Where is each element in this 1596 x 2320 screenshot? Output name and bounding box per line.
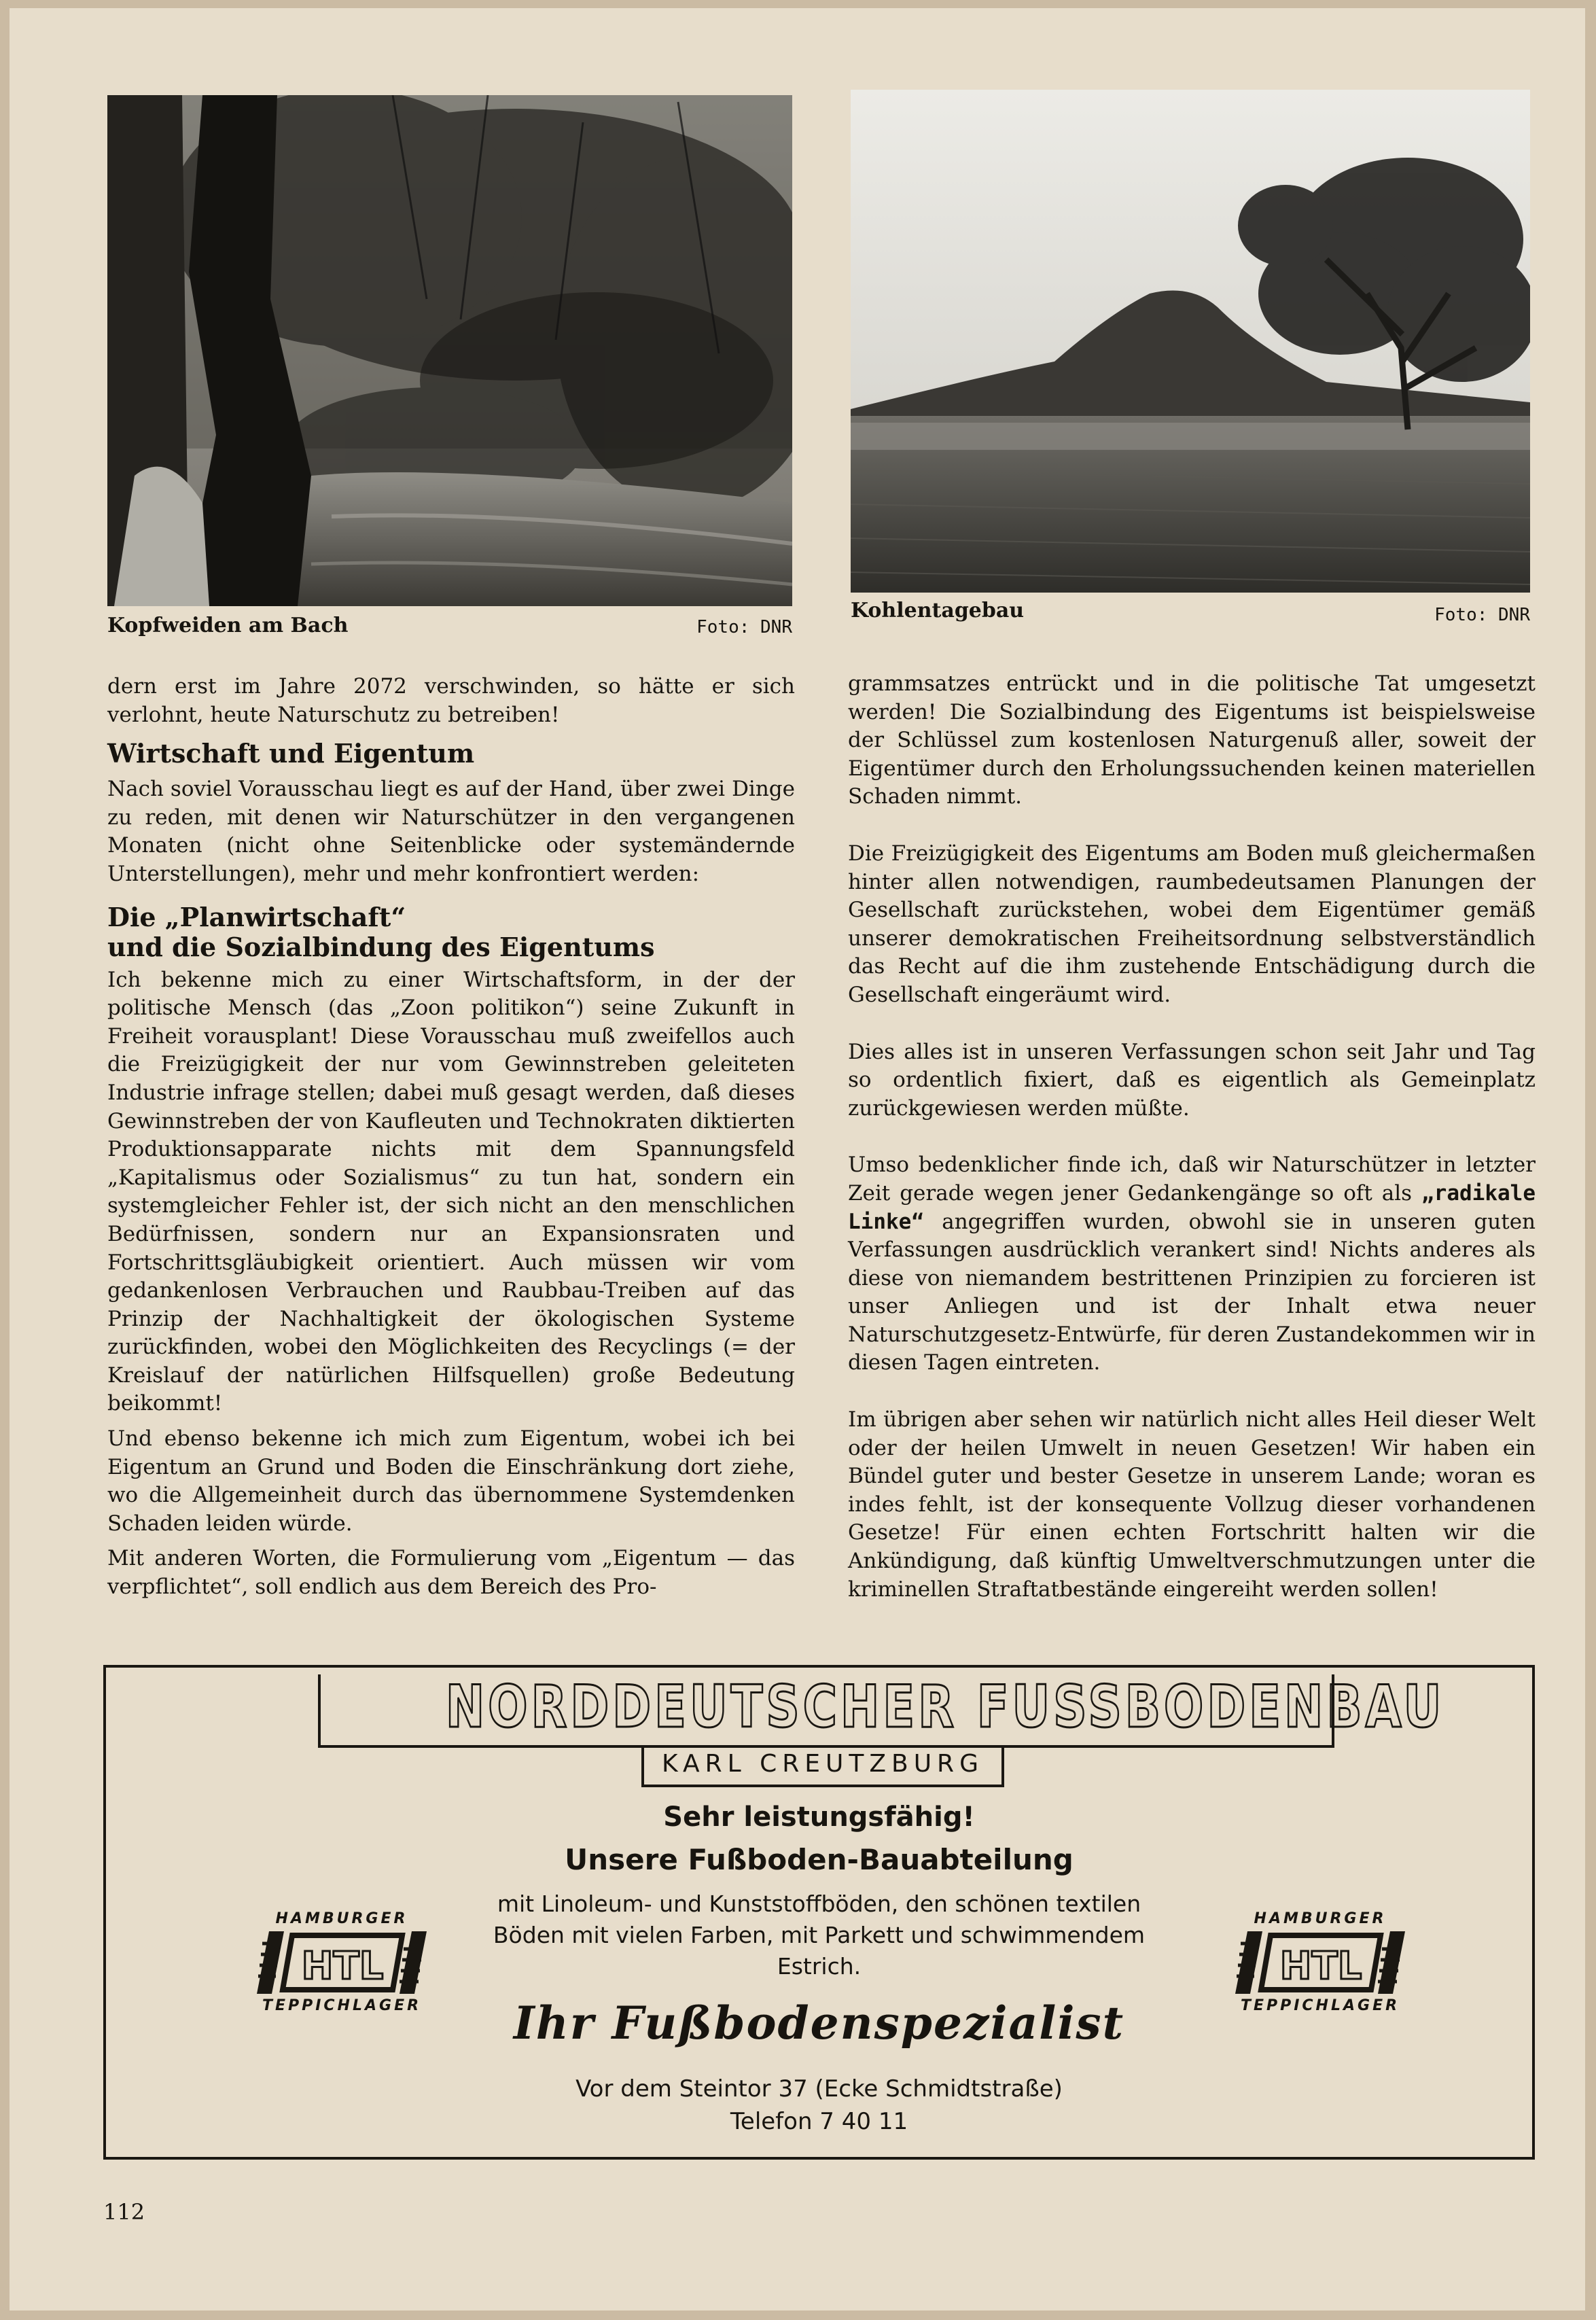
ad-logo-right-top: HAMBURGER — [1254, 1910, 1387, 1927]
ad-logo-left-mark-text: HTL — [301, 1944, 384, 1988]
hill-image — [851, 90, 1530, 593]
photo-right-credit: Foto: DNR — [1434, 605, 1530, 625]
ad-slogan: Ihr Fußbodenspezialist — [513, 1997, 1125, 2050]
photo-left-caption: Kopfweiden am Bach — [107, 614, 349, 637]
right-column — [848, 670, 1536, 1604]
ad-owner: KARL CREUTZBURG — [641, 1745, 1004, 1787]
willows-image — [107, 95, 792, 606]
heading-planwirtschaft-line2: und die Sozialbindung des Eigentums — [107, 931, 655, 962]
right-p2: Die Freizügigkeit des Eigentums am Boden muß gleichermaßen hinter allen notwendigen, raumbedeutsamen Planungen der Gesellschaft zurückstehen, wobei dem Eigentümer gemäß unserer demokratischen Freiheitsordnung selbstverständlich das Recht auf die ihm zustehende Entschädigung durch die Gesellschaft eingeräumt wird. — [848, 841, 1536, 1007]
left-p4: Und ebenso bekenne ich mich zum Eigentum, wobei ich bei Eigentum an Grund und Boden die Einschränkung dort ziehe, wo die Allgemeinheit durch das übernommene Systemdenken Schaden leiden würde. — [107, 1426, 795, 1536]
heading-planwirtschaft-line1: Die „Planwirtschaft“ — [107, 901, 406, 932]
right-p1: grammsatzes entrückt und in die politische Tat umgesetzt werden! Die Sozialbindung des Eigentums ist beispielsweise der Schlüssel zum kostenlosen Naturgenuß aller, soweit der Eigentümer durch den Erholungssuchenden keinen materiellen Schaden nimmt. — [848, 671, 1536, 809]
ad-logo-right-bottom: TEPPICHLAGER — [1240, 1997, 1400, 2014]
photo-right-caption: Kohlentagebau — [851, 599, 1025, 622]
right-p4-bold: „radikale Linke“ — [848, 1180, 1536, 1234]
ad-logo-right — [1228, 1910, 1412, 2016]
ad-logo-left-top: HAMBURGER — [275, 1910, 408, 1927]
heading-planwirtschaft — [107, 902, 795, 962]
ad-logo-right-mark-icon — [1235, 1931, 1405, 1994]
left-column — [107, 673, 795, 1602]
ad-headline1: Sehr leistungsfähig! — [663, 1801, 975, 1833]
ad-body2: Böden mit vielen Farben, mit Parkett und schwimmendem — [493, 1922, 1146, 1948]
ad-logo-left-mark-icon — [257, 1931, 427, 1994]
left-p3: Ich bekenne mich zu einer Wirtschaftsform, in der der politische Mensch (das „Zoon politikon“) seine Zukunft in Freiheit vorausplant! Diese Vorausschau muß zweifellos auch die Freizügigkeit der nur vom Gewinnstreben geleiteten Industrie infrage stellen; dabei muß gesagt werden, daß dieses Gewinnstreben der von Kaufleuten und Technokraten diktierten Produktionsapparate nichts mit dem Spannungsfeld „Kapitalismus oder Sozialismus“ zu tun hat, sondern ein systemgleicher Fehler ist, der sich nicht an den menschlichen Bedürfnissen, sondern nur an Expansionsraten und Fortschrittsgläubigkeit orientiert. Auch müssen wir vom gedankenlosen Verbrauchen und Raubbau-Treiben auf das Prinzip der Nachhaltigkeit der ökologischen Systeme zurückfinden, wobei den Möglichkeiten des Recyclings (= der Kreislauf der natürlichen Hilfsquellen) große Bedeutung beikommt! — [107, 967, 795, 1416]
ad-brand: NORDDEUTSCHER FUSSBODENBAU — [445, 1673, 1445, 1741]
ad-headline2: Unsere Fußboden-Bauabteilung — [565, 1843, 1074, 1876]
left-p2: Nach soviel Vorausschau liegt es auf der Hand, über zwei Dinge zu reden, mit denen wir Naturschützer in den vergangenen Monaten (nicht ohne Seitenblicke oder systemändernde Unterstellungen), mehr und mehr konfrontiert werden: — [107, 777, 795, 886]
right-p4 — [848, 1151, 1536, 1377]
ad-brand-box — [318, 1673, 1445, 1748]
right-p5: Im übrigen aber sehen wir natürlich nicht alles Heil dieser Welt oder der heilen Umwelt in neuen Gesetzen! Wir haben ein Bündel guter und bester Gesetze in unserem Lande; woran es indes fehlt, ist der konsequente Vollzug dieser vorhandenen Gesetze! Für einen echten Fortschritt halten wir die Ankündigung, daß künftig Umweltverschmutzungen unter die kriminellen Straftatbestände eingereiht werden sollen! — [848, 1407, 1536, 1602]
photo-left-credit: Foto: DNR — [696, 617, 792, 637]
right-p4-start: Umso bedenklicher finde ich, daß wir Naturschützer in letzter Zeit gerade wegen jener Gedankengänge so oft als — [848, 1153, 1536, 1206]
ad-address: Vor dem Steintor 37 (Ecke Schmidtstraße) — [575, 2075, 1063, 2103]
ad-body1: mit Linoleum- und Kunststoffböden, den schönen textilen — [497, 1891, 1141, 1917]
photo-willows — [107, 95, 792, 606]
ad-logo-right-mark-text: HTL — [1279, 1944, 1362, 1988]
ad-logo-left-bottom: TEPPICHLAGER — [262, 1997, 422, 2014]
photo-hill — [851, 90, 1530, 593]
right-p3: Dies alles ist in unseren Verfassungen schon seit Jahr und Tag so ordentlich fixiert, daß es eigentlich als Gemeinplatz zurückgewiesen werden müßte. — [848, 1039, 1536, 1121]
left-p5: Mit anderen Worten, die Formulierung vom „Eigentum — das verpflichtet“, soll endlich aus dem Bereich des Pro- — [107, 1546, 795, 1600]
page-number: 112 — [103, 2199, 145, 2225]
advertisement — [103, 1665, 1535, 2160]
ad-phone: Telefon 7 40 11 — [730, 2108, 908, 2135]
ad-logo-left — [250, 1910, 433, 2016]
heading-wirtschaft: Wirtschaft und Eigentum — [107, 738, 475, 769]
left-p1: dern erst im Jahre 2072 verschwinden, so hätte er sich verlohnt, heute Naturschutz zu betreiben! — [107, 674, 795, 727]
right-p4-end: angegriffen wurden, obwohl sie in unseren guten Verfassungen ausdrücklich verankert sind! Nichts anderes als diese von niemandem bestrittenen Prinzipien zu forcieren ist unser Anliegen und ist der Inhalt etwa neuer Naturschutzgesetz-Entwürfe, für deren Zustandekommen wir in diesen Tagen eintreten. — [848, 1209, 1536, 1375]
ad-body3: Estrich. — [777, 1953, 862, 1980]
